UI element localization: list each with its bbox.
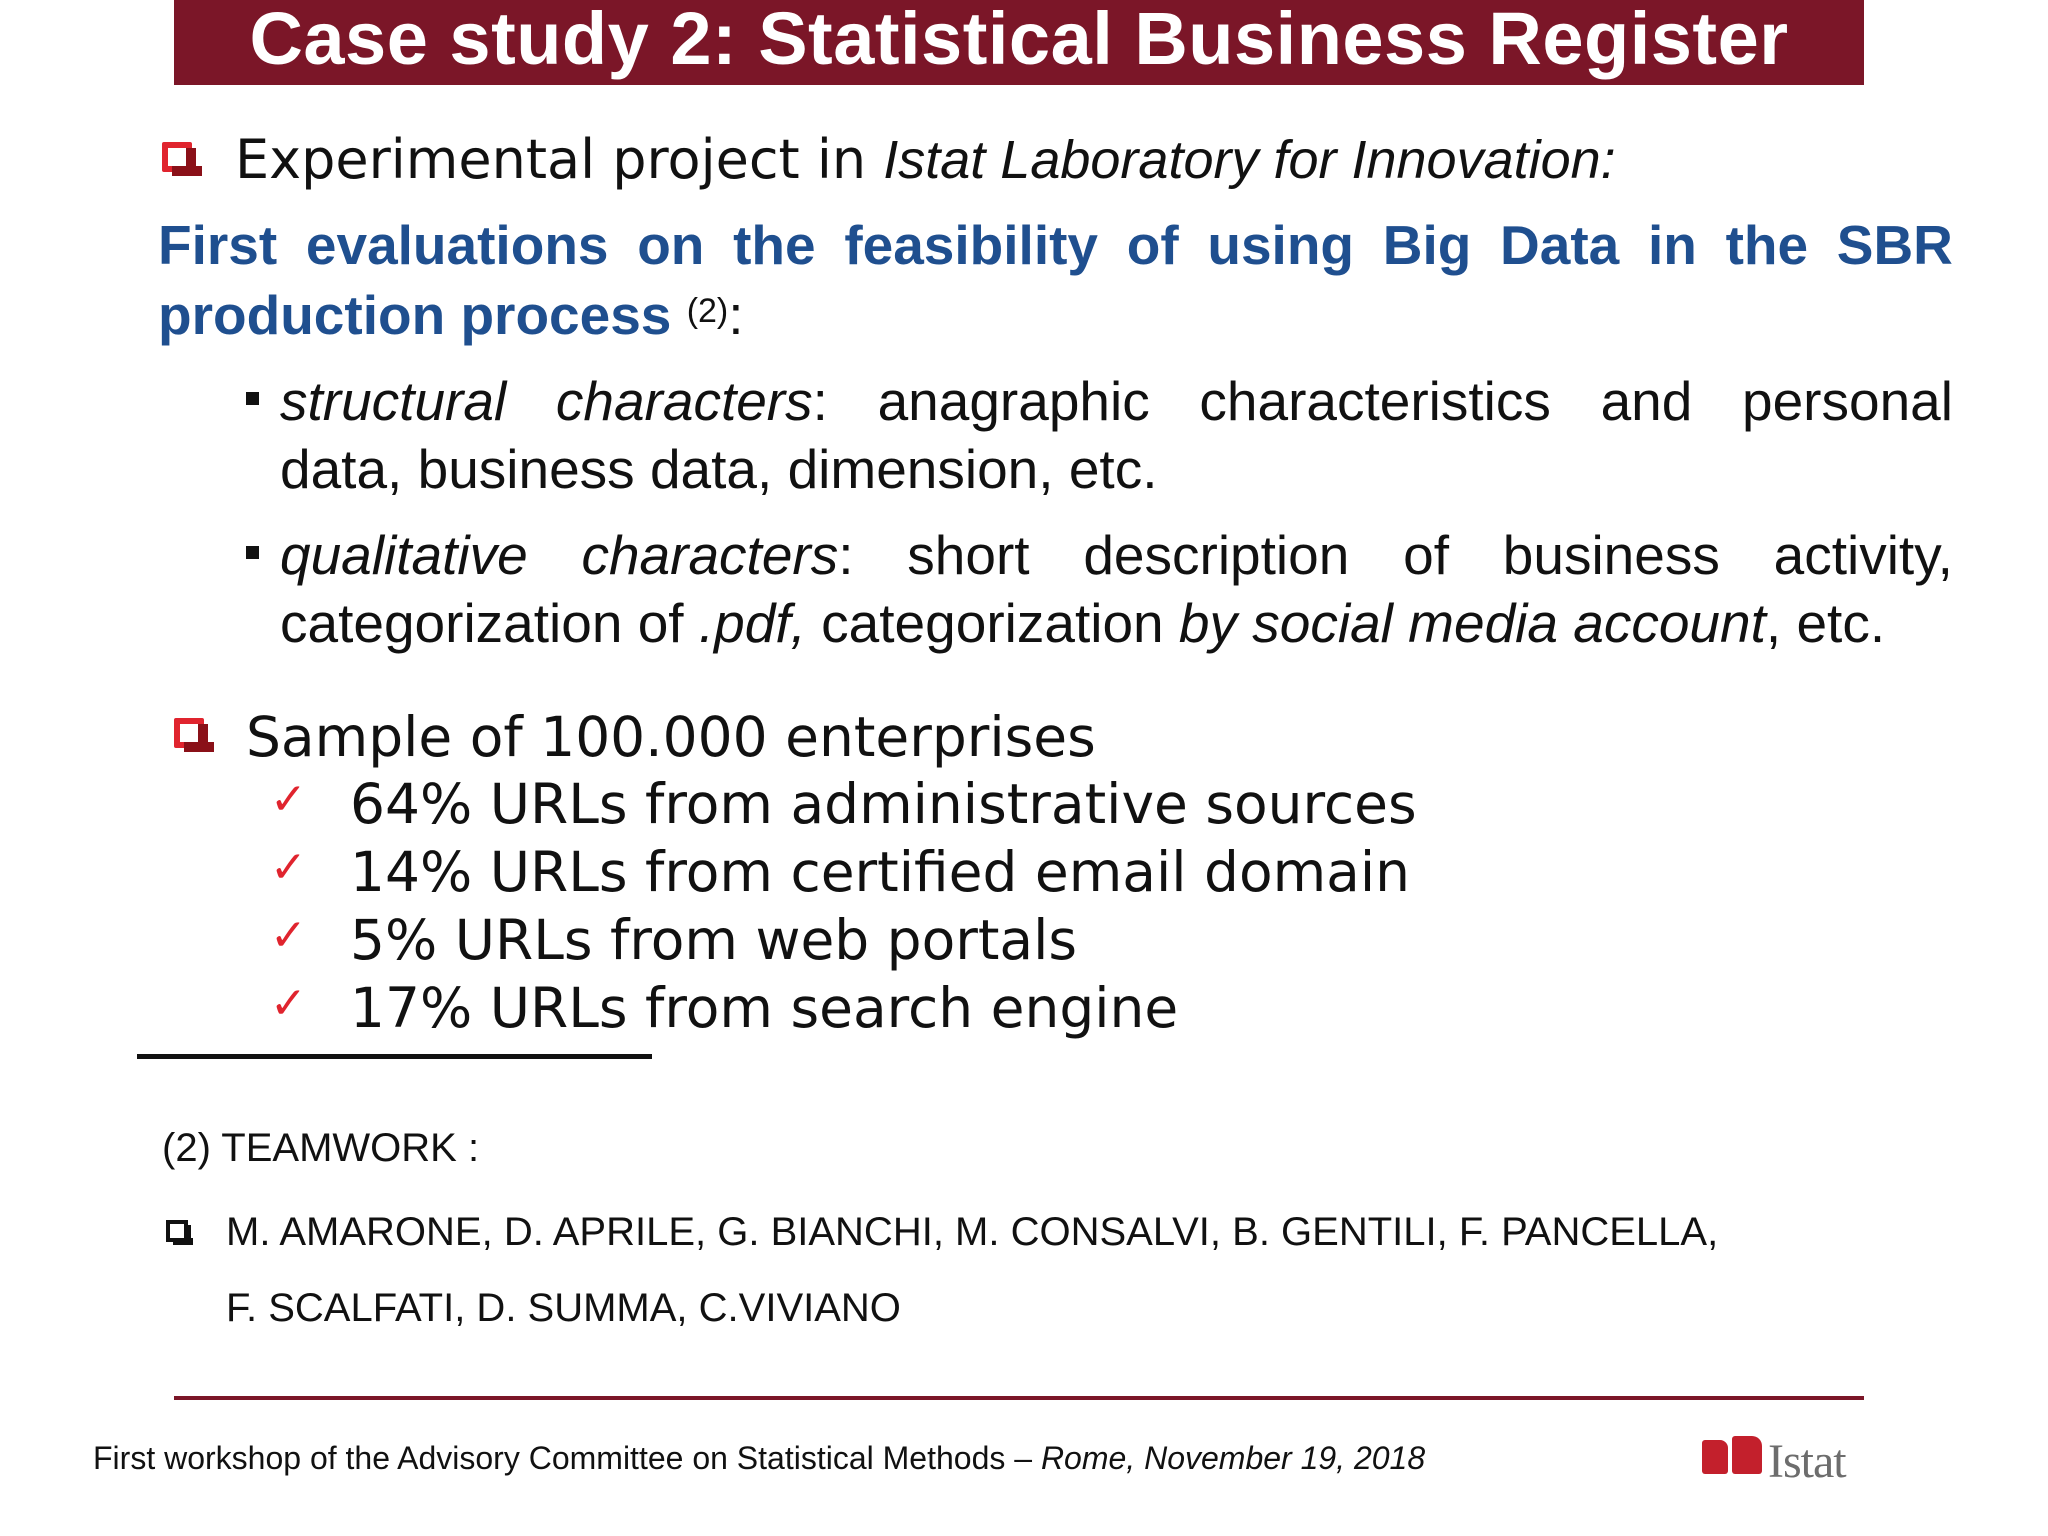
- blue-heading-word: in: [1647, 214, 1697, 276]
- bullet-word: short: [907, 524, 1030, 586]
- check-item: 64% URLs from administrative sources: [350, 772, 1417, 836]
- bullet-word: and: [1600, 370, 1693, 432]
- blue-heading-line2-text: production process: [158, 284, 672, 346]
- square-bullet-icon: [246, 392, 259, 405]
- footer-date: Rome, November 19, 2018: [1040, 1440, 1426, 1476]
- bullet-colon: :: [812, 370, 828, 432]
- istat-logo: [1702, 1432, 1862, 1488]
- check-icon: ✓: [270, 842, 307, 893]
- footer-main: First workshop of the Advisory Committee on Statistical Methods –: [93, 1440, 1041, 1476]
- blue-heading-word: of: [1126, 214, 1179, 276]
- blue-heading-word: First: [158, 214, 278, 276]
- section1-lead: [235, 128, 1616, 192]
- section2-lead: Sample of 100.000 enterprises: [246, 705, 1096, 769]
- bullet-word: activity,: [1773, 524, 1953, 586]
- blue-heading-word: feasibility: [844, 214, 1099, 276]
- blue-heading-line2: [158, 282, 744, 348]
- bullet2-line2: [280, 590, 1885, 656]
- blue-heading-line1: [158, 212, 1953, 278]
- bullet-word-group: [556, 368, 828, 434]
- bullet-word: personal: [1742, 370, 1953, 432]
- checkbox-bullet-icon: [162, 142, 192, 172]
- blue-heading-word: evaluations: [305, 214, 609, 276]
- bullet-italic-word: characters: [581, 524, 839, 586]
- logo-mark-icon: [1702, 1440, 1728, 1474]
- bullet2-line2-part1: categorization of: [280, 592, 699, 654]
- section1-lead-text: Experimental project in: [235, 128, 884, 191]
- blue-heading-word: on: [637, 214, 705, 276]
- bullet-word-group: [581, 522, 853, 588]
- slide-title: Case study 2: Statistical Business Register: [249, 0, 1789, 80]
- bullet1-line2: data, business data, dimension, etc.: [280, 438, 1158, 500]
- check-item: 14% URLs from certified email domain: [350, 840, 1411, 904]
- check-icon: ✓: [270, 774, 307, 825]
- bullet2-line2-part5: , etc.: [1765, 592, 1886, 654]
- checkbox-bullet-icon: [166, 1220, 188, 1242]
- bullet2-line2-part2: .pdf,: [698, 592, 806, 654]
- bullet-word: anagraphic: [877, 370, 1150, 432]
- footnote-ref: (2): [686, 292, 729, 330]
- bullet-italic-word: qualitative: [280, 524, 528, 586]
- blue-heading-word: SBR: [1836, 214, 1953, 276]
- bullet2-line2-part3: categorization: [805, 592, 1179, 654]
- blue-heading-word: the: [733, 214, 816, 276]
- bullet-word: business: [1502, 524, 1720, 586]
- blue-heading-word: the: [1725, 214, 1809, 276]
- check-icon: ✓: [270, 978, 307, 1029]
- footnote-divider: [137, 1054, 652, 1059]
- blue-heading-word: Big: [1382, 214, 1472, 276]
- bullet-word: description: [1083, 524, 1350, 586]
- bullet-colon: :: [838, 524, 854, 586]
- bullet-word: characteristics: [1199, 370, 1551, 432]
- footer-text: [93, 1438, 1425, 1478]
- bullet2-line2-part4: by social media account: [1178, 592, 1766, 654]
- footnote-names-line1: M. AMARONE, D. APRILE, G. BIANCHI, M. CONSALVI, B. GENTILI, F. PANCELLA,: [226, 1210, 1719, 1254]
- bullet-word: of: [1403, 524, 1449, 586]
- bullet2-line1: [280, 522, 1953, 588]
- title-bar: [174, 0, 1864, 85]
- bullet-italic-word: characters: [555, 370, 813, 432]
- blue-heading-word: Data: [1500, 214, 1620, 276]
- logo-text: Istat: [1768, 1435, 1846, 1488]
- logo-mark-icon: [1732, 1436, 1762, 1474]
- footer-divider: [174, 1396, 1864, 1400]
- bullet-italic-word: structural: [280, 370, 507, 432]
- check-item: 17% URLs from search engine: [350, 976, 1179, 1040]
- bullet1-line1: [280, 368, 1953, 434]
- footnote-names-line2: F. SCALFATI, D. SUMMA, C.VIVIANO: [226, 1286, 901, 1330]
- check-item: 5% URLs from web portals: [350, 908, 1078, 972]
- square-bullet-icon: [246, 546, 259, 559]
- check-icon: ✓: [270, 910, 307, 961]
- section1-lead-italic: Istat Laboratory for Innovation:: [883, 130, 1616, 190]
- blue-heading-word: using: [1207, 214, 1355, 276]
- footnote-label: (2) TEAMWORK :: [162, 1126, 480, 1170]
- checkbox-bullet-icon: [174, 718, 204, 748]
- blue-heading-colon: :: [728, 284, 744, 346]
